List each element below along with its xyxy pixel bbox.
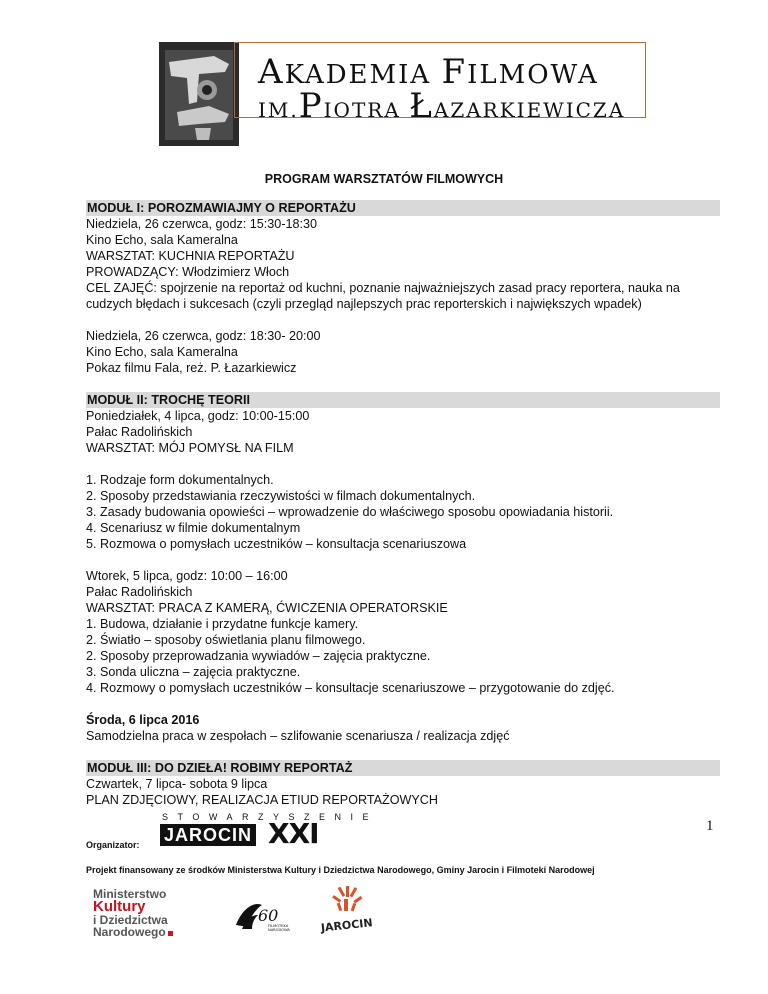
ministry-logo-dot-icon	[168, 931, 173, 936]
module1-session1-line: PROWADZĄCY: Włodzimierz Włoch	[86, 265, 290, 279]
filmoteka-narodowa-logo	[232, 895, 292, 935]
filmoteka-logo-number: 60	[258, 906, 279, 925]
filmoteka-logo-text: FILMOTEKA	[268, 924, 289, 928]
module2-list-item: 5. Rozmowa o pomysłach uczestników – konsultacja scenariuszowa	[86, 537, 467, 551]
module1-session1-line: Niedziela, 26 czerwca, godz: 15:30-18:30	[86, 217, 318, 231]
module1-session1-line: WARSZTAT: KUCHNIA REPORTAŻU	[86, 249, 295, 263]
module1-session2-line: Niedziela, 26 czerwca, godz: 18:30- 20:00	[86, 329, 321, 343]
module2-day3-text: Samodzielna praca w zespołach – szlifowanie scenariusza / realizacja zdjęć	[86, 729, 510, 743]
module2-session2-line: 3. Sonda uliczna – zajęcia praktyczne.	[86, 665, 301, 679]
module2-session1-line: WARSZTAT: MÓJ POMYSŁ NA FILM	[86, 441, 294, 455]
module2-heading: MODUŁ II: TROCHĘ TEORII	[86, 392, 720, 408]
filmoteka-logo-text: NARODOWA	[268, 928, 290, 932]
organizer-logo-name: JAROCIN	[160, 824, 256, 846]
page-title: PROGRAM WARSZTATÓW FILMOWYCH	[264, 172, 504, 186]
module3-heading: MODUŁ III: DO DZIEŁA! ROBIMY REPORTAŻ	[86, 760, 720, 776]
module2-session1-line: Pałac Radolińskich	[86, 425, 193, 439]
module2-day3-heading: Środa, 6 lipca 2016	[86, 713, 200, 727]
module1-heading: MODUŁ I: POROZMAWIAJMY O REPORTAŻU	[86, 200, 720, 216]
module2-session2-line: WARSZTAT: PRACA Z KAMERĄ, ĆWICZENIA OPERATORSKIE	[86, 601, 448, 615]
module2-list-item: 1. Rodzaje form dokumentalnych.	[86, 473, 274, 487]
logo-photo-hands	[159, 42, 239, 146]
organizer-logo-top-text: STOWARZYSZENIE	[162, 812, 379, 822]
organizer-logo-suffix: XXI	[268, 817, 319, 850]
logo-subtitle-patron: IM.PIOTRA ŁAZARKIEWICZA	[258, 86, 626, 126]
module3-line: Czwartek, 7 lipca- sobota 9 lipca	[86, 777, 268, 791]
logo-title-akademia-filmowa: AKADEMIA FILMOWA	[258, 52, 599, 92]
module2-session2-line: 1. Budowa, działanie i przydatne funkcje kamery.	[86, 617, 359, 631]
module1-session1-line: Kino Echo, sala Kameralna	[86, 233, 238, 247]
jarocin-logo-text: JAROCIN	[320, 916, 374, 935]
module2-list-item: 3. Zasady budowania opowieści – wprowadzenie do właściwego sposobu opowiadania historii.	[86, 505, 614, 519]
organizer-label: Organizator:	[86, 840, 140, 850]
module2-list-item: 4. Scenariusz w filmie dokumentalnym	[86, 521, 301, 535]
page-number: 1	[706, 818, 714, 834]
ministry-logo-line: Narodowego	[93, 926, 173, 938]
ministry-logo-line: i Dziedzictwa	[93, 913, 168, 927]
module2-session2-line: Pałac Radolińskich	[86, 585, 193, 599]
module2-session2-line: 4. Rozmowy o pomysłach uczestników – konsultacje scenariuszowe – przygotowanie do zdjęć.	[86, 681, 615, 695]
module2-session2-line: 2. Światło – sposoby oświetlania planu filmowego.	[86, 633, 366, 647]
ministry-logo-line: Ministerstwo	[93, 887, 167, 901]
module1-session1-line: CEL ZAJĘĆ: spojrzenie na reportaż od kuchni, poznanie najważniejszych zasad pracy reportera, nauka na	[86, 281, 680, 295]
ministry-logo	[93, 888, 173, 938]
module1-session1-line: cudzych błędach i sukcesach (czyli przegląd najlepszych prac reporterskich i największych wpadek)	[86, 297, 642, 311]
module2-list-item: 2. Sposoby przedstawiania rzeczywistości w filmach dokumentalnych.	[86, 489, 476, 503]
module3-line: PLAN ZDJĘCIOWY, REALIZACJA ETIUD REPORTAŻOWYCH	[86, 793, 438, 807]
module2-session2-line: 2. Sposoby przeprowadzania wywiadów – zajęcia praktyczne.	[86, 649, 431, 663]
module1-session2-line: Pokaz filmu Fala, reż. P. Łazarkiewicz	[86, 361, 297, 375]
ministry-logo-line: Kultury	[93, 898, 146, 915]
module2-session1-line: Poniedziałek, 4 lipca, godz: 10:00-15:00	[86, 409, 310, 423]
jarocin-city-logo	[318, 883, 374, 935]
program-content	[86, 200, 720, 808]
module2-session2-line: Wtorek, 5 lipca, godz: 10:00 – 16:00	[86, 569, 288, 583]
funding-note: Projekt finansowany ze środków Ministerstwa Kultury i Dziedzictwa Narodowego, Gminy Jarocin i Filmoteki Narodowej	[86, 865, 595, 875]
module1-session2-line: Kino Echo, sala Kameralna	[86, 345, 238, 359]
